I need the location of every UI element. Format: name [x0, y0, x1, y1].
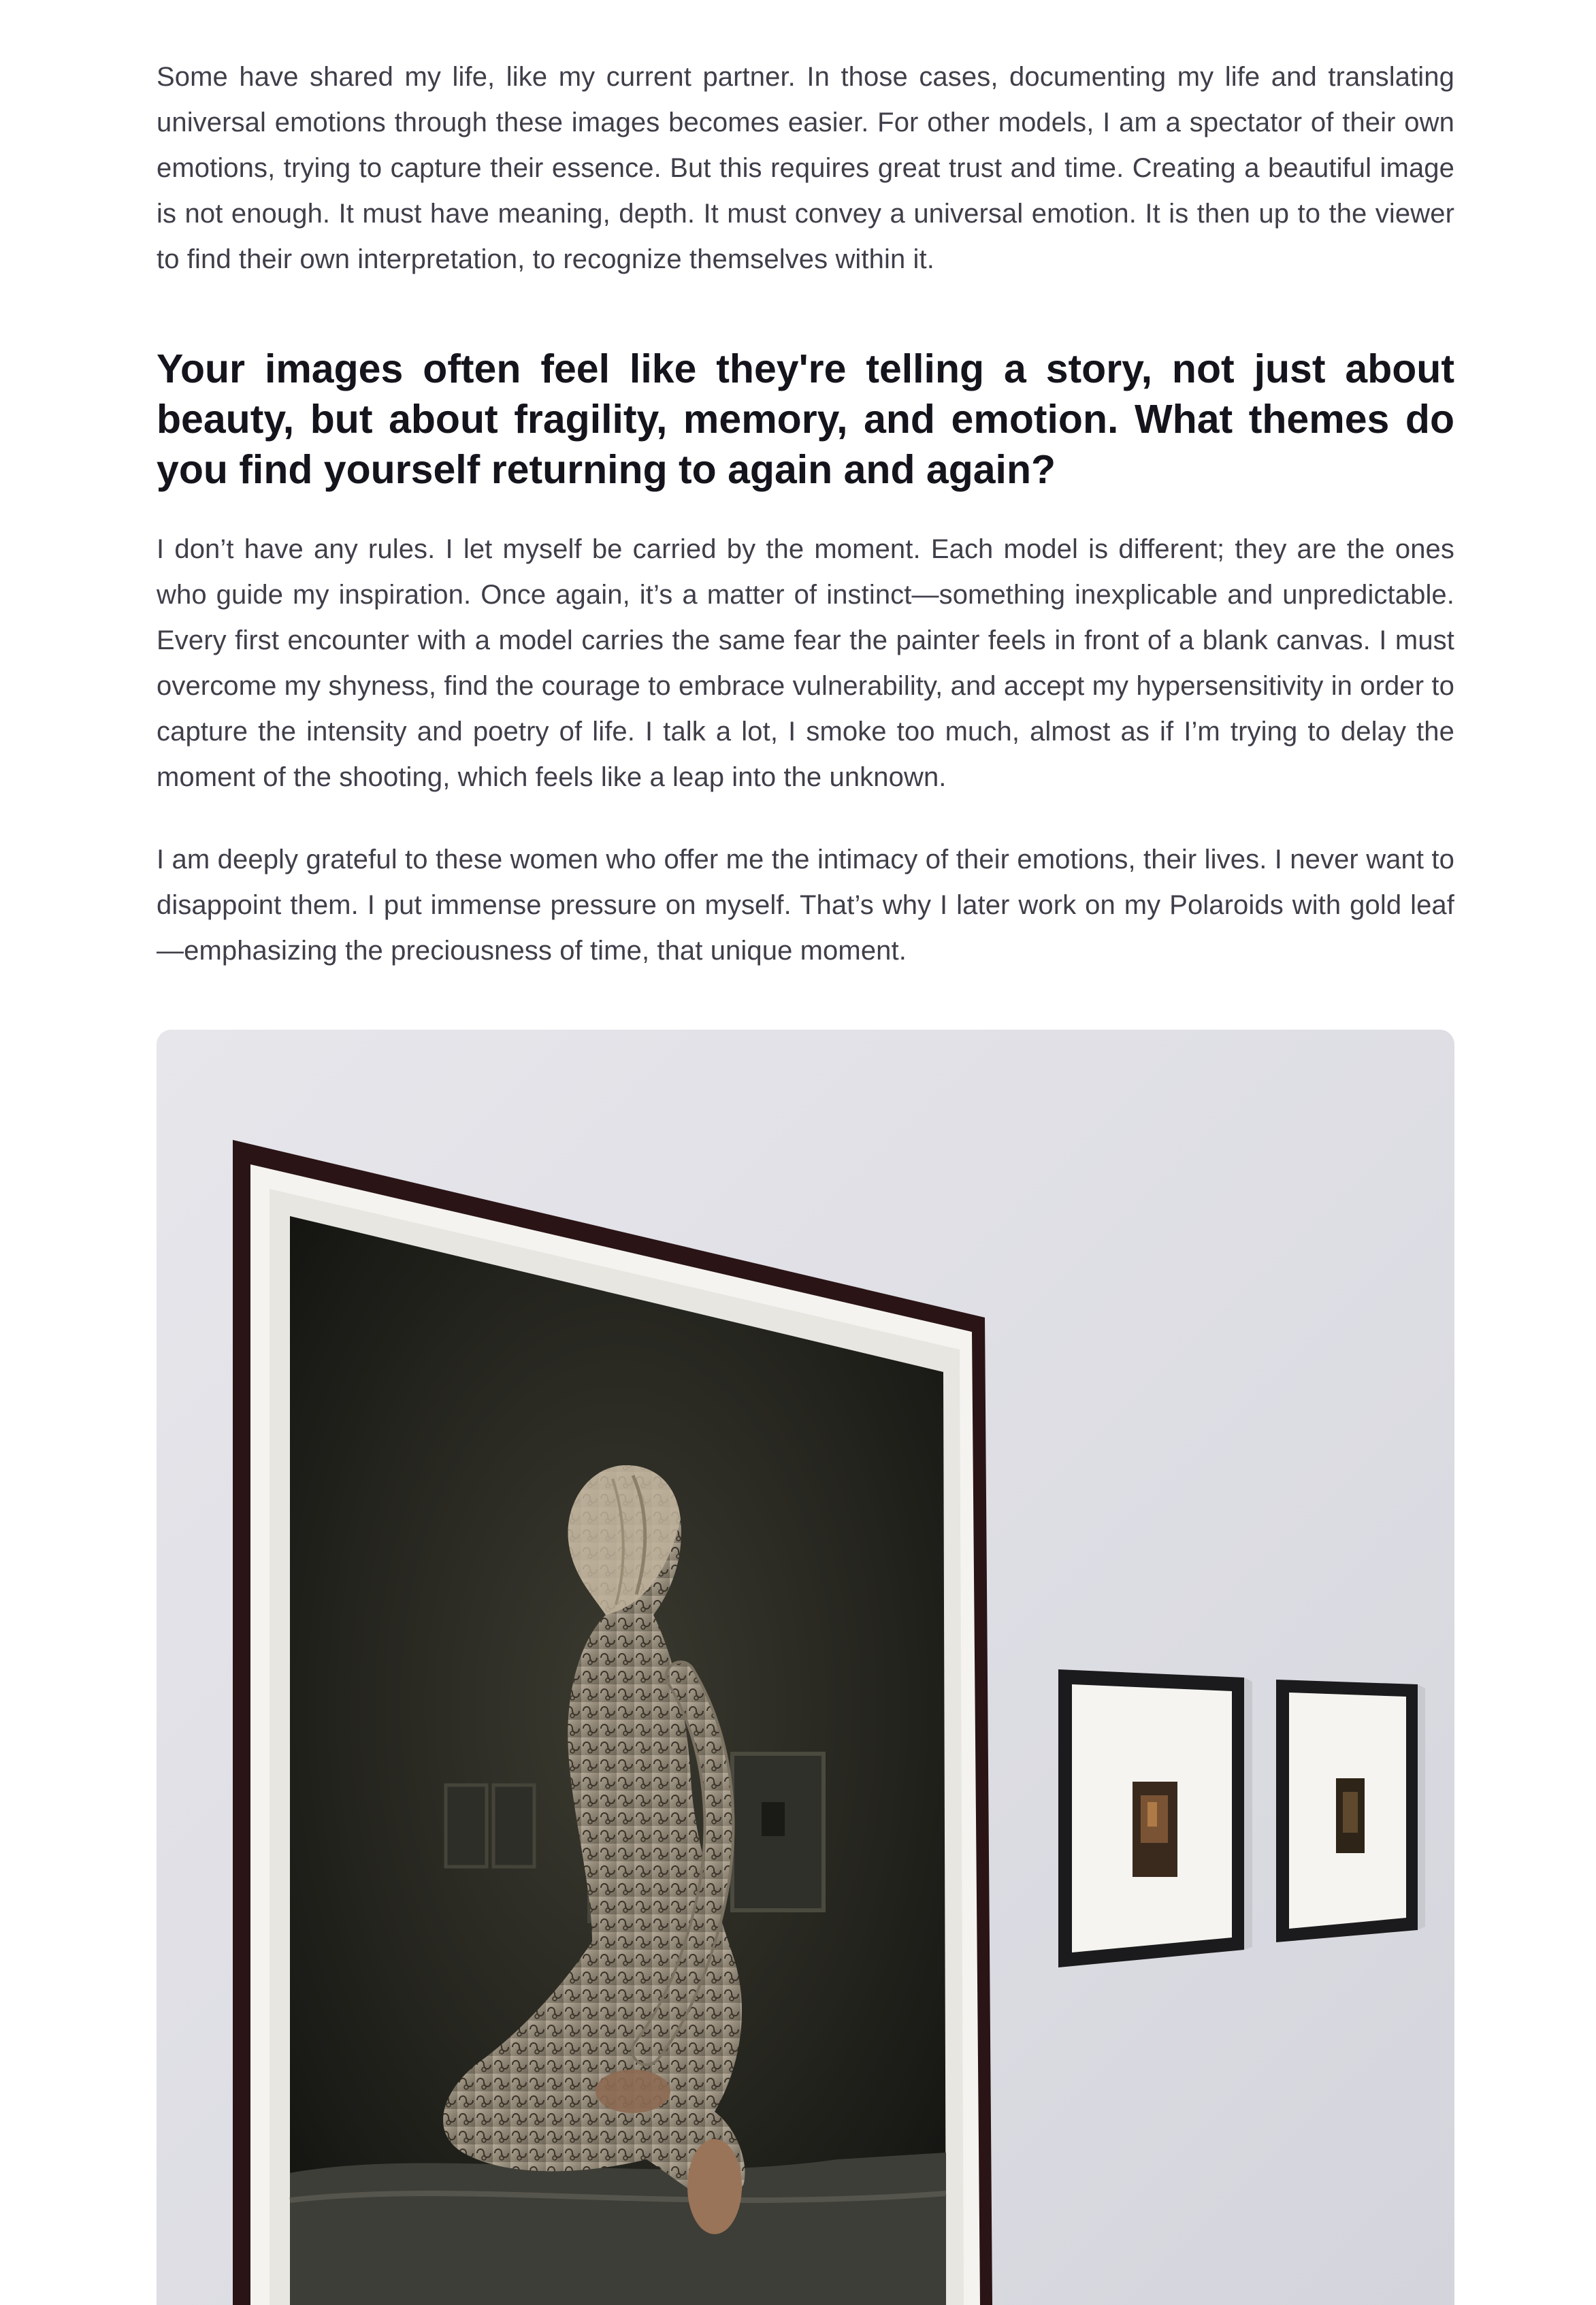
article-paragraph: Some have shared my life, like my current partner. In those cases, documenting my life and translating universal emotions through these images becomes easier. For other models, I am a spectator of their own emotions, trying to capture their essence. But this requires great trust and time. Creating a beautiful image is not enough. It must have meaning, depth. It must convey a universal emotion. It is then up to the viewer to find their own interpretation, to recognize themselves within it.: [157, 62, 1454, 274]
article-paragraph: I am deeply grateful to these women who offer me the intimacy of their emotions, their lives. I never want to disappoint them. I put immense pressure on myself. That’s why I later work on my Polaroids with gold leaf—emphasizing the preciousness of time, that unique moment.: [157, 845, 1454, 966]
article-paragraph: I don’t have any rules. I let myself be carried by the moment. Each model is different; they are the ones who guide my inspiration. Once again, it’s a matter of instinct—something inexplicable and unpredictable. Every first encounter with a model carries the same fear the painter feels in front of a blank canvas. I must overcome my shyness, find the courage to embrace vulnerability, and accept my hypersensitivity in order to capture the intensity and poetry of life. I talk a lot, I smoke too much, almost as if I’m trying to delay the moment of the shooting, which feels like a leap into the unknown.: [157, 534, 1454, 792]
gallery-photo: [157, 1030, 1454, 2305]
section-heading: Your images often feel like they're telling a story, not just about beauty, but about fragility, memory, and emotion. What themes do you find yourself returning to again and again?: [157, 346, 1454, 492]
